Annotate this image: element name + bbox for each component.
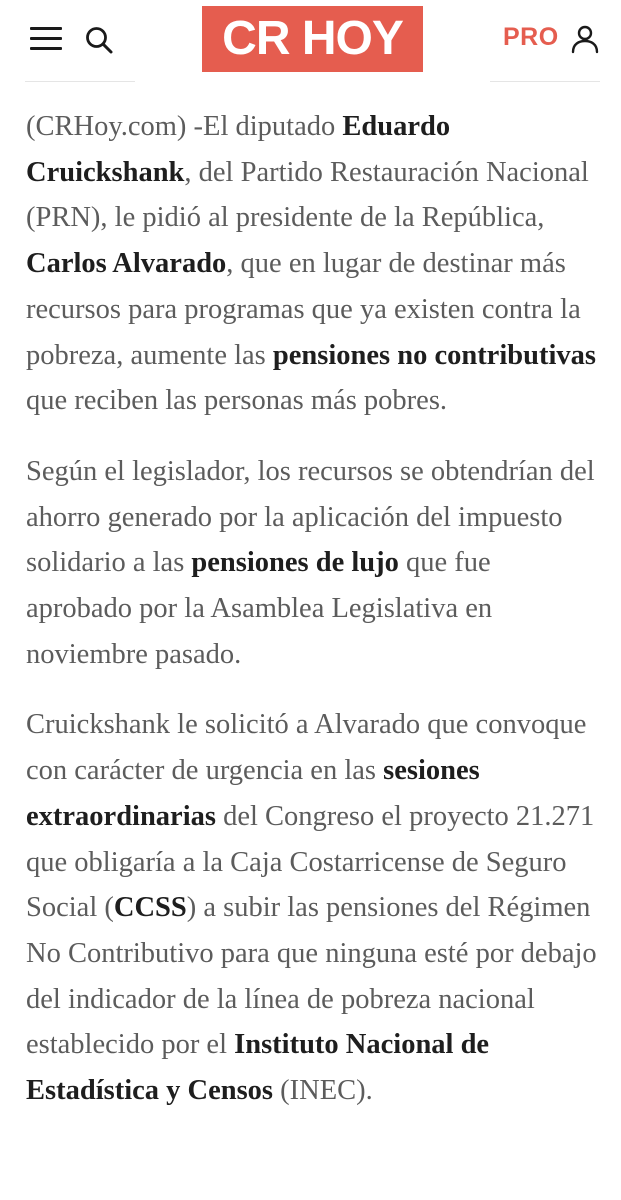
header-divider-right — [490, 81, 600, 82]
article-paragraph — [26, 702, 601, 1113]
article-body — [26, 104, 601, 1139]
paragraph-text: , que en lugar de destinar más recursos para programas que ya existen contra la pobreza, aumente las — [26, 248, 581, 371]
link-ccss[interactable]: CCSS — [113, 892, 187, 924]
link-pensiones-de-lujo[interactable]: pensiones de lujo — [191, 547, 399, 579]
link-eduardo-cruickshank[interactable]: Eduardo Cruickshank — [26, 111, 451, 188]
paragraph-text: (CRHoy.com) -El diputado — [26, 111, 343, 142]
site-logo[interactable] — [202, 6, 423, 72]
paragraph-text: que reciben las personas más pobres. — [26, 385, 448, 417]
search-icon[interactable] — [84, 25, 114, 55]
logo-text: CR HOY — [222, 12, 403, 65]
paragraph-text: del Congreso el proyecto 21.271 que obligaría a la Caja Costarricense de Seguro Social ( — [26, 800, 595, 924]
paragraph-text: Según el legislador, los recursos se obtendrían del ahorro generado por la aplicación del impuesto solidario a las — [26, 455, 595, 579]
header-divider-left — [25, 81, 135, 82]
article-paragraph — [26, 104, 601, 424]
paragraph-text: ) a subir las pensiones del Régimen No Contributivo para que ninguna esté por debajo del indicador de la línea de pobreza nacional establecido por el — [26, 892, 597, 1061]
link-carlos-alvarado[interactable]: Carlos Alvarado — [26, 248, 227, 280]
user-icon[interactable] — [570, 24, 600, 54]
link-pensiones-no-contributivas[interactable]: pensiones no contributivas — [272, 339, 596, 371]
menu-icon[interactable] — [30, 27, 62, 51]
paragraph-text: Cruickshank le solicitó a Alvarado que convoque con carácter de urgencia en las — [26, 709, 587, 787]
pro-link[interactable]: PRO — [503, 23, 559, 51]
paragraph-text: (INEC). — [273, 1075, 373, 1107]
link-sesiones-extraordinarias[interactable]: sesiones extraordinarias — [26, 755, 480, 832]
paragraph-text: que fue aprobado por la Asamblea Legislativa en noviembre pasado. — [26, 547, 493, 670]
article-paragraph — [26, 449, 601, 678]
site-header — [0, 0, 621, 82]
paragraph-text: , del Partido Restauración Nacional (PRN), le pidió al presidente de la República, — [26, 156, 589, 234]
link-inec[interactable]: Instituto Nacional de Estadística y Censos — [26, 1029, 490, 1107]
